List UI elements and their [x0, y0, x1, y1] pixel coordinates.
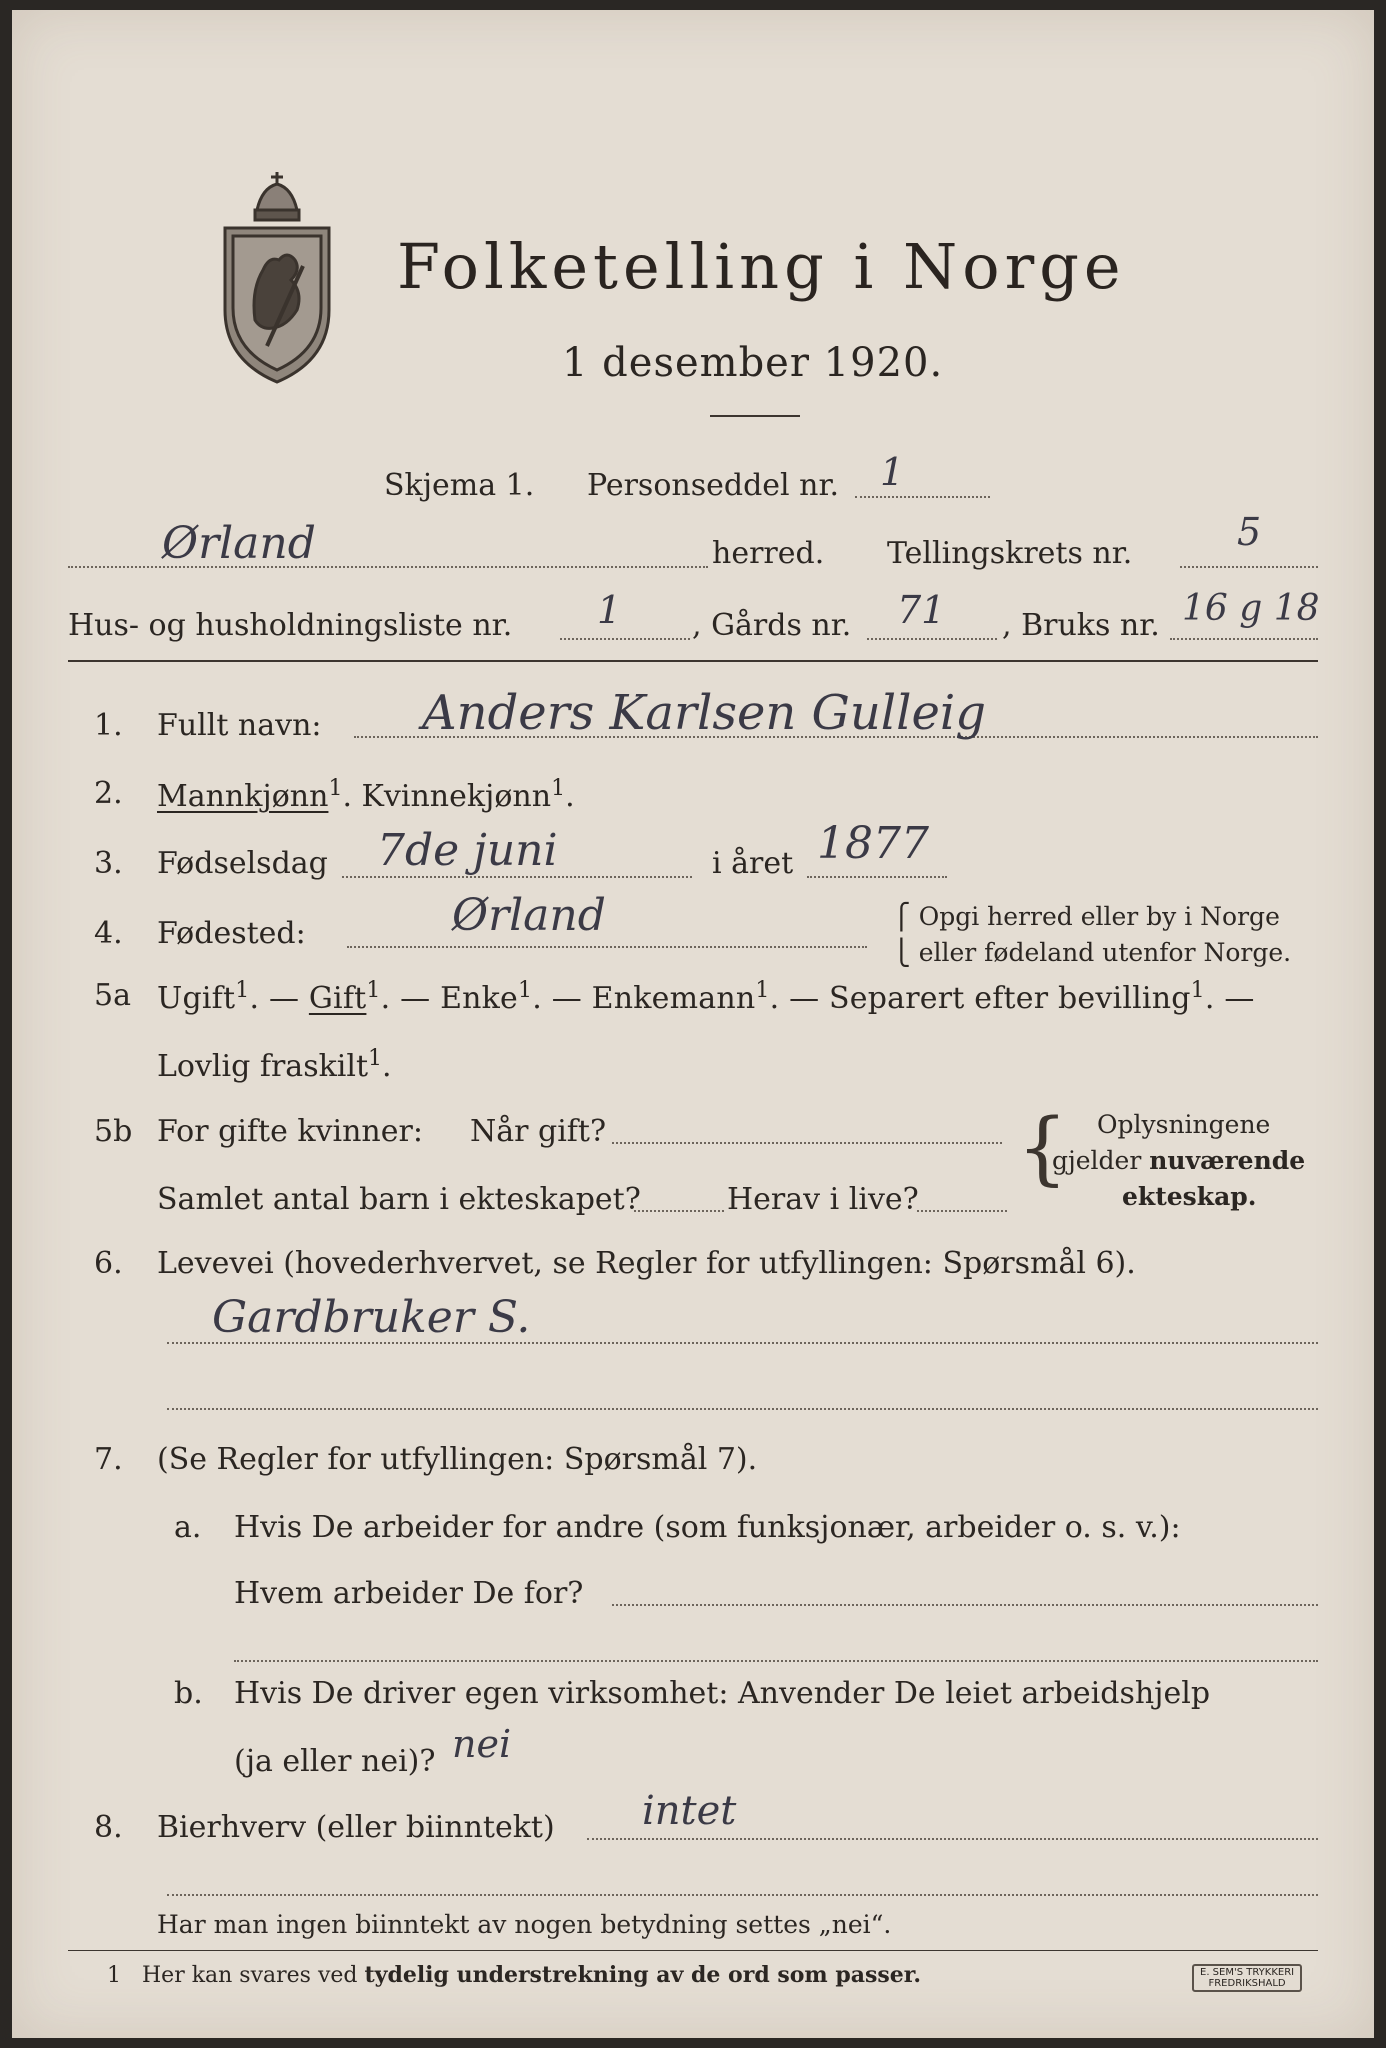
q4-label: Fødested: — [157, 916, 306, 951]
hus-value[interactable]: 1 — [597, 588, 622, 632]
arbeidshjelp-value[interactable]: nei — [452, 1722, 512, 1766]
gaards-label: , Gårds nr. — [692, 608, 852, 643]
birthplace-value[interactable]: Ørland — [452, 890, 606, 941]
personseddel-label: Personseddel nr. — [587, 468, 840, 503]
q5b-label: For gifte kvinner: — [157, 1114, 423, 1149]
bruks-label: , Bruks nr. — [1002, 608, 1160, 643]
samlet-barn-label: Samlet antal barn i ekteskapet? — [157, 1182, 641, 1217]
bierhverv-value[interactable]: intet — [642, 1788, 737, 1834]
naar-gift-label: Når gift? — [470, 1114, 607, 1149]
full-name-value[interactable]: Anders Karlsen Gulleig — [422, 685, 986, 741]
gift-option[interactable]: Gift — [308, 981, 367, 1016]
footer-divider — [68, 1950, 1318, 1951]
herred-label: herred. — [712, 536, 825, 571]
enke-option[interactable]: Enke — [440, 981, 519, 1016]
enkemann-option[interactable]: Enkemann — [591, 981, 756, 1016]
q7b-text: Hvis De driver egen virksomhet: Anvender De leiet arbeidshjelp — [234, 1676, 1211, 1711]
q7a-letter: a. — [174, 1510, 202, 1545]
q5b-note-3: ekteskap. — [1122, 1182, 1257, 1211]
form-title: Folketelling i Norge — [397, 230, 1126, 303]
birth-year-value[interactable]: 1877 — [817, 818, 929, 869]
q6-label: Levevei (hovederhvervet, se Regler for utfyllingen: Spørsmål 6). — [157, 1246, 1136, 1281]
census-date: 1 desember 1920. — [562, 340, 944, 386]
footnote: 1 Her kan svares ved tydelig understrekning av de ord som passer. — [107, 1962, 921, 1988]
q4-note-2: ⎩ eller fødeland utenfor Norge. — [892, 938, 1292, 967]
q6-number: 6. — [94, 1246, 123, 1281]
q7b-letter: b. — [174, 1676, 203, 1711]
q7a-question: Hvem arbeider De for? — [234, 1576, 584, 1611]
q8-number: 8. — [94, 1810, 123, 1845]
tellingskrets-label: Tellingskrets nr. — [887, 536, 1133, 571]
herav-label: Herav i live? — [727, 1182, 919, 1217]
q1-label: Fullt navn: — [157, 708, 322, 743]
q3-number: 3. — [94, 846, 123, 881]
herred-value[interactable]: Ørland — [162, 518, 316, 569]
q5b-note-1: Oplysningene — [1097, 1110, 1271, 1139]
q7-number: 7. — [94, 1442, 123, 1477]
separert-option[interactable]: Separert efter bevilling — [829, 981, 1191, 1016]
q4-number: 4. — [94, 916, 123, 951]
coat-of-arms-icon — [217, 170, 337, 390]
printer-stamp: E. SEM'S TRYKKERI FREDRIKSHALD — [1192, 1964, 1302, 1992]
q5a-number: 5a — [94, 978, 131, 1013]
q5b-note-2: gjelder nuværende — [1052, 1146, 1306, 1175]
bruks-value[interactable]: 16 g 18 — [1182, 588, 1320, 629]
q2-options: Mannkjønn$^1$. Kvinnekjønn$^1$. — [157, 776, 575, 814]
q5a-options: Ugift$^1$. — Gift$^1$. — Enke$^1$. — Enkemann$^1$. — Separert efter bevilling$^1$. — — [157, 978, 1255, 1016]
q2-number: 2. — [94, 776, 123, 811]
kvinnekjonn-option[interactable]: Kvinnekjønn — [361, 779, 552, 814]
q1-number: 1. — [94, 708, 123, 743]
q3-year-label: i året — [712, 846, 794, 881]
q7b-question: (ja eller nei)? — [234, 1744, 436, 1779]
hus-label: Hus- og husholdningsliste nr. — [68, 608, 513, 643]
gaards-value[interactable]: 71 — [897, 588, 946, 632]
q8-label: Bierhverv (eller biinntekt) — [157, 1810, 555, 1845]
q7a-text: Hvis De arbeider for andre (som funksjonær, arbeider o. s. v.): — [234, 1510, 1181, 1545]
mannkjonn-option[interactable]: Mannkjønn — [157, 779, 329, 814]
q3-label: Fødselsdag — [157, 846, 328, 881]
birthday-value[interactable]: 7de juni — [377, 825, 558, 876]
header-divider — [68, 660, 1318, 662]
q5b-number: 5b — [94, 1114, 133, 1149]
lovlig-fraskilt-option[interactable]: Lovlig fraskilt$^1$. — [157, 1046, 392, 1084]
personseddel-value[interactable]: 1 — [880, 450, 905, 494]
census-form-page: Folketelling i Norge 1 desember 1920. Skjema 1. Personseddel nr. 1 Ørland herred. Tellingskrets nr. 5 Hus- og husholdningsliste nr. 1 , Gårds nr. 71 , Bruks nr. 16 g 18 1. Fullt navn: Anders Karlsen Gulleig 2. Mannkjønn$^1$. Kvinnekjønn$^1$. 3. Fødselsdag 7de juni i året 1877 4. Fødested: Ørland ⎧ Opgi herred eller by i Norge ⎩ eller fødeland utenfor Norge. 5a Ugift$^1$. — Gift$^1$. — Enke$^1$. — Enkemann$^1$. — Separert efter bevilling$^1$. — Lovlig fraskilt$^1$. 5b For gifte kvinner: Når gift? Samlet antal barn i ekteskapet? Herav i live? { Oplysningene gjelder nuværende ekteskap. 6. Levevei (hovederhvervet, se Regler for utfyllingen: Spørsmål 6). Gardbruker S. 7. (Se Regler for utfyllingen: Spørsmål 7). a. Hvis De arbeider for andre (som funksjonær, arbeider o. s. v.): Hvem arbeider De for? b. Hvis De driver egen virksomhet: Anvender De leiet arbeidshjelp (ja eller nei)? nei 8. Bierhverv (eller biinntekt) intet Har man ingen biinntekt av nogen betydning settes „nei“. 1 Her kan svares ved tydelig understrekning av de ord som passer. E. SEM'S TRYKKERI FREDRIKSHALD — [12, 10, 1374, 2038]
skjema-label: Skjema 1. — [384, 468, 535, 503]
q7-label: (Se Regler for utfyllingen: Spørsmål 7). — [157, 1442, 758, 1477]
tellingskrets-value[interactable]: 5 — [1237, 510, 1262, 554]
q4-note-1: ⎧ Opgi herred eller by i Norge — [892, 902, 1280, 931]
occupation-value[interactable]: Gardbruker S. — [212, 1292, 531, 1343]
footer-note: Har man ingen biinntekt av nogen betydning settes „nei“. — [157, 1910, 892, 1939]
title-divider — [710, 415, 800, 417]
ugift-option[interactable]: Ugift — [157, 981, 236, 1016]
